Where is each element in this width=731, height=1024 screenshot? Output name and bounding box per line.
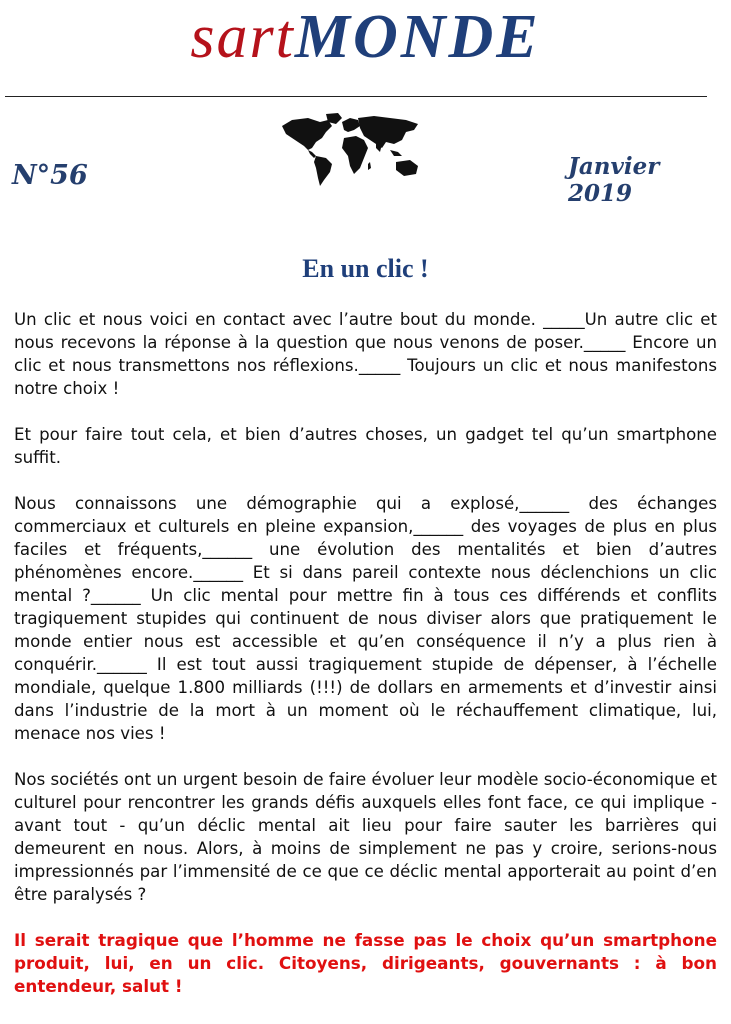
article-paragraph: Nos sociétés ont un urgent besoin de faire évoluer leur modèle socio-économique et culturel pour rencontrer les grands défis auxquels elles font face, ce qui implique - avant tout - qu’un déclic mental ait lieu pour faire sauter les barrières qui demeurent en nous. Alors, à moins de simplement ne pas y croire, serions-nous impressionnés par l’immensité de ce que ce déclic mental apporterait au point d’en être paralysés ? [14,770,717,904]
issue-date: Janvier 2019 [568,153,660,207]
article-closing-statement: Il serait tragique que l’homme ne fasse pas le choix qu’un smartphone produit, lui, en un clic. Citoyens, dirigeants, gouvernants : à bon entendeur, salut ! [14,930,717,996]
header-divider [5,96,707,97]
logo-part-sart: sart [190,3,295,71]
issue-number: N°56 [12,160,88,191]
article-paragraph: Nous connaissons une démographie qui a explosé,______ des échanges commerciaux et culturels en pleine expansion,______ des voyages de plus en plus faciles et fréquents,______ une évolution des mentalités et bien d’autres phénomènes encore.______ Et si dans pareil contexte nous déclenchions un clic mental ?______ Un clic mental pour mettre fin à tous ces différends et conflits tragiquement stupides qui continuent de nous diviser alors que pratiquement le monde entier nous est accessible et qu’en conséquence il n’y a plus rien à conquérir.______ Il est tout aussi tragiquement stupide de dépenser, à l’échelle mondiale, quelque 1.800 milliards (!!!) de dollars en armements et d’investir ainsi dans l’industrie de la mort à un moment où le réchauffement climatique, lui, menace nos vies ! [14,494,717,743]
masthead-logo [0,2,731,72]
article-body [14,308,717,1021]
logo-part-monde: MONDE [294,3,541,71]
article-paragraph: Un clic et nous voici en contact avec l’autre bout du monde. _____Un autre clic et nous recevons la réponse à la question que nous venons de poser._____ Encore un clic et nous transmettons nos réflexions._____ Toujours un clic et nous manifestons notre choix ! [14,310,717,398]
article-headline: En un clic ! [302,254,429,283]
article-paragraph: Et pour faire tout cela, et bien d’autres choses, un gadget tel qu’un smartphone suffit. [14,425,717,467]
world-map-icon [278,112,424,188]
